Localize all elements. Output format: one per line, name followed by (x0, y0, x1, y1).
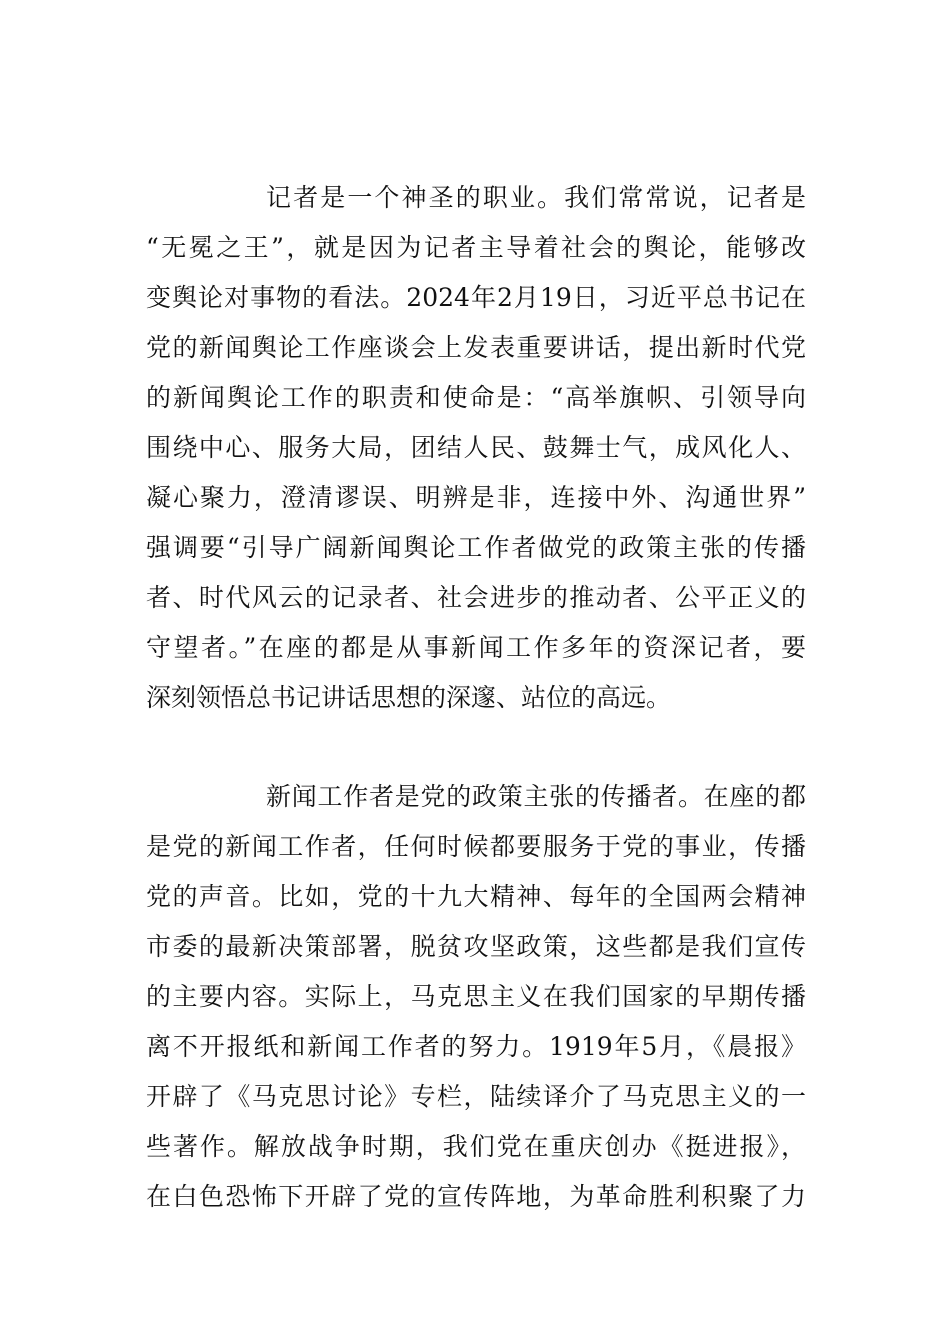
paragraph-line: 强调要“引导广阔新闻舆论工作者做党的政策主张的传播 (146, 533, 806, 562)
paragraph-line: 的新闻舆论工作的职责和使命是：“高举旗帜、引领导向 (146, 383, 806, 412)
paragraph-line: 记者是一个神圣的职业。我们常常说，记者是 (266, 183, 806, 212)
paragraph-line: 党的声音。比如，党的十九大精神、每年的全国两会精神 (146, 882, 806, 911)
paragraph-line: 是党的新闻工作者，任何时候都要服务于党的事业，传播 (146, 832, 806, 861)
paragraph-line: 些著作。解放战争时期，我们党在重庆创办《挺进报》， (146, 1132, 806, 1161)
paragraph-line: “无冕之王”，就是因为记者主导着社会的舆论，能够改 (146, 233, 806, 262)
paragraph-line: 党的新闻舆论工作座谈会上发表重要讲话，提出新时代党 (146, 333, 806, 362)
paragraph-line: 深刻领悟总书记讲话思想的深邃、站位的高远。 (146, 683, 672, 712)
paragraph-line: 在白色恐怖下开辟了党的宣传阵地，为革命胜利积聚了力 (146, 1182, 806, 1211)
paragraph-line: 变舆论对事物的看法。2024年2月19日，习近平总书记在 (146, 283, 806, 312)
paragraph-line: 离不开报纸和新闻工作者的努力。1919年5月，《晨报》 (146, 1032, 806, 1061)
paragraph-line: 守望者。”在座的都是从事新闻工作多年的资深记者，要 (146, 633, 806, 662)
paragraph-line: 围绕中心、服务大局，团结人民、鼓舞士气，成风化人、 (146, 433, 806, 462)
paragraph-line: 者、时代风云的记录者、社会进步的推动者、公平正义的 (146, 583, 806, 612)
paragraph-line: 凝心聚力，澄清谬误、明辨是非，连接中外、沟通世界” (146, 483, 806, 512)
paragraph-line: 的主要内容。实际上，马克思主义在我们国家的早期传播 (146, 982, 806, 1011)
paragraph-line: 开辟了《马克思讨论》专栏，陆续译介了马克思主义的一 (146, 1082, 806, 1111)
paragraph-line: 新闻工作者是党的政策主张的传播者。在座的都 (266, 782, 806, 811)
paragraph-line: 市委的最新决策部署，脱贫攻坚政策，这些都是我们宣传 (146, 932, 806, 961)
